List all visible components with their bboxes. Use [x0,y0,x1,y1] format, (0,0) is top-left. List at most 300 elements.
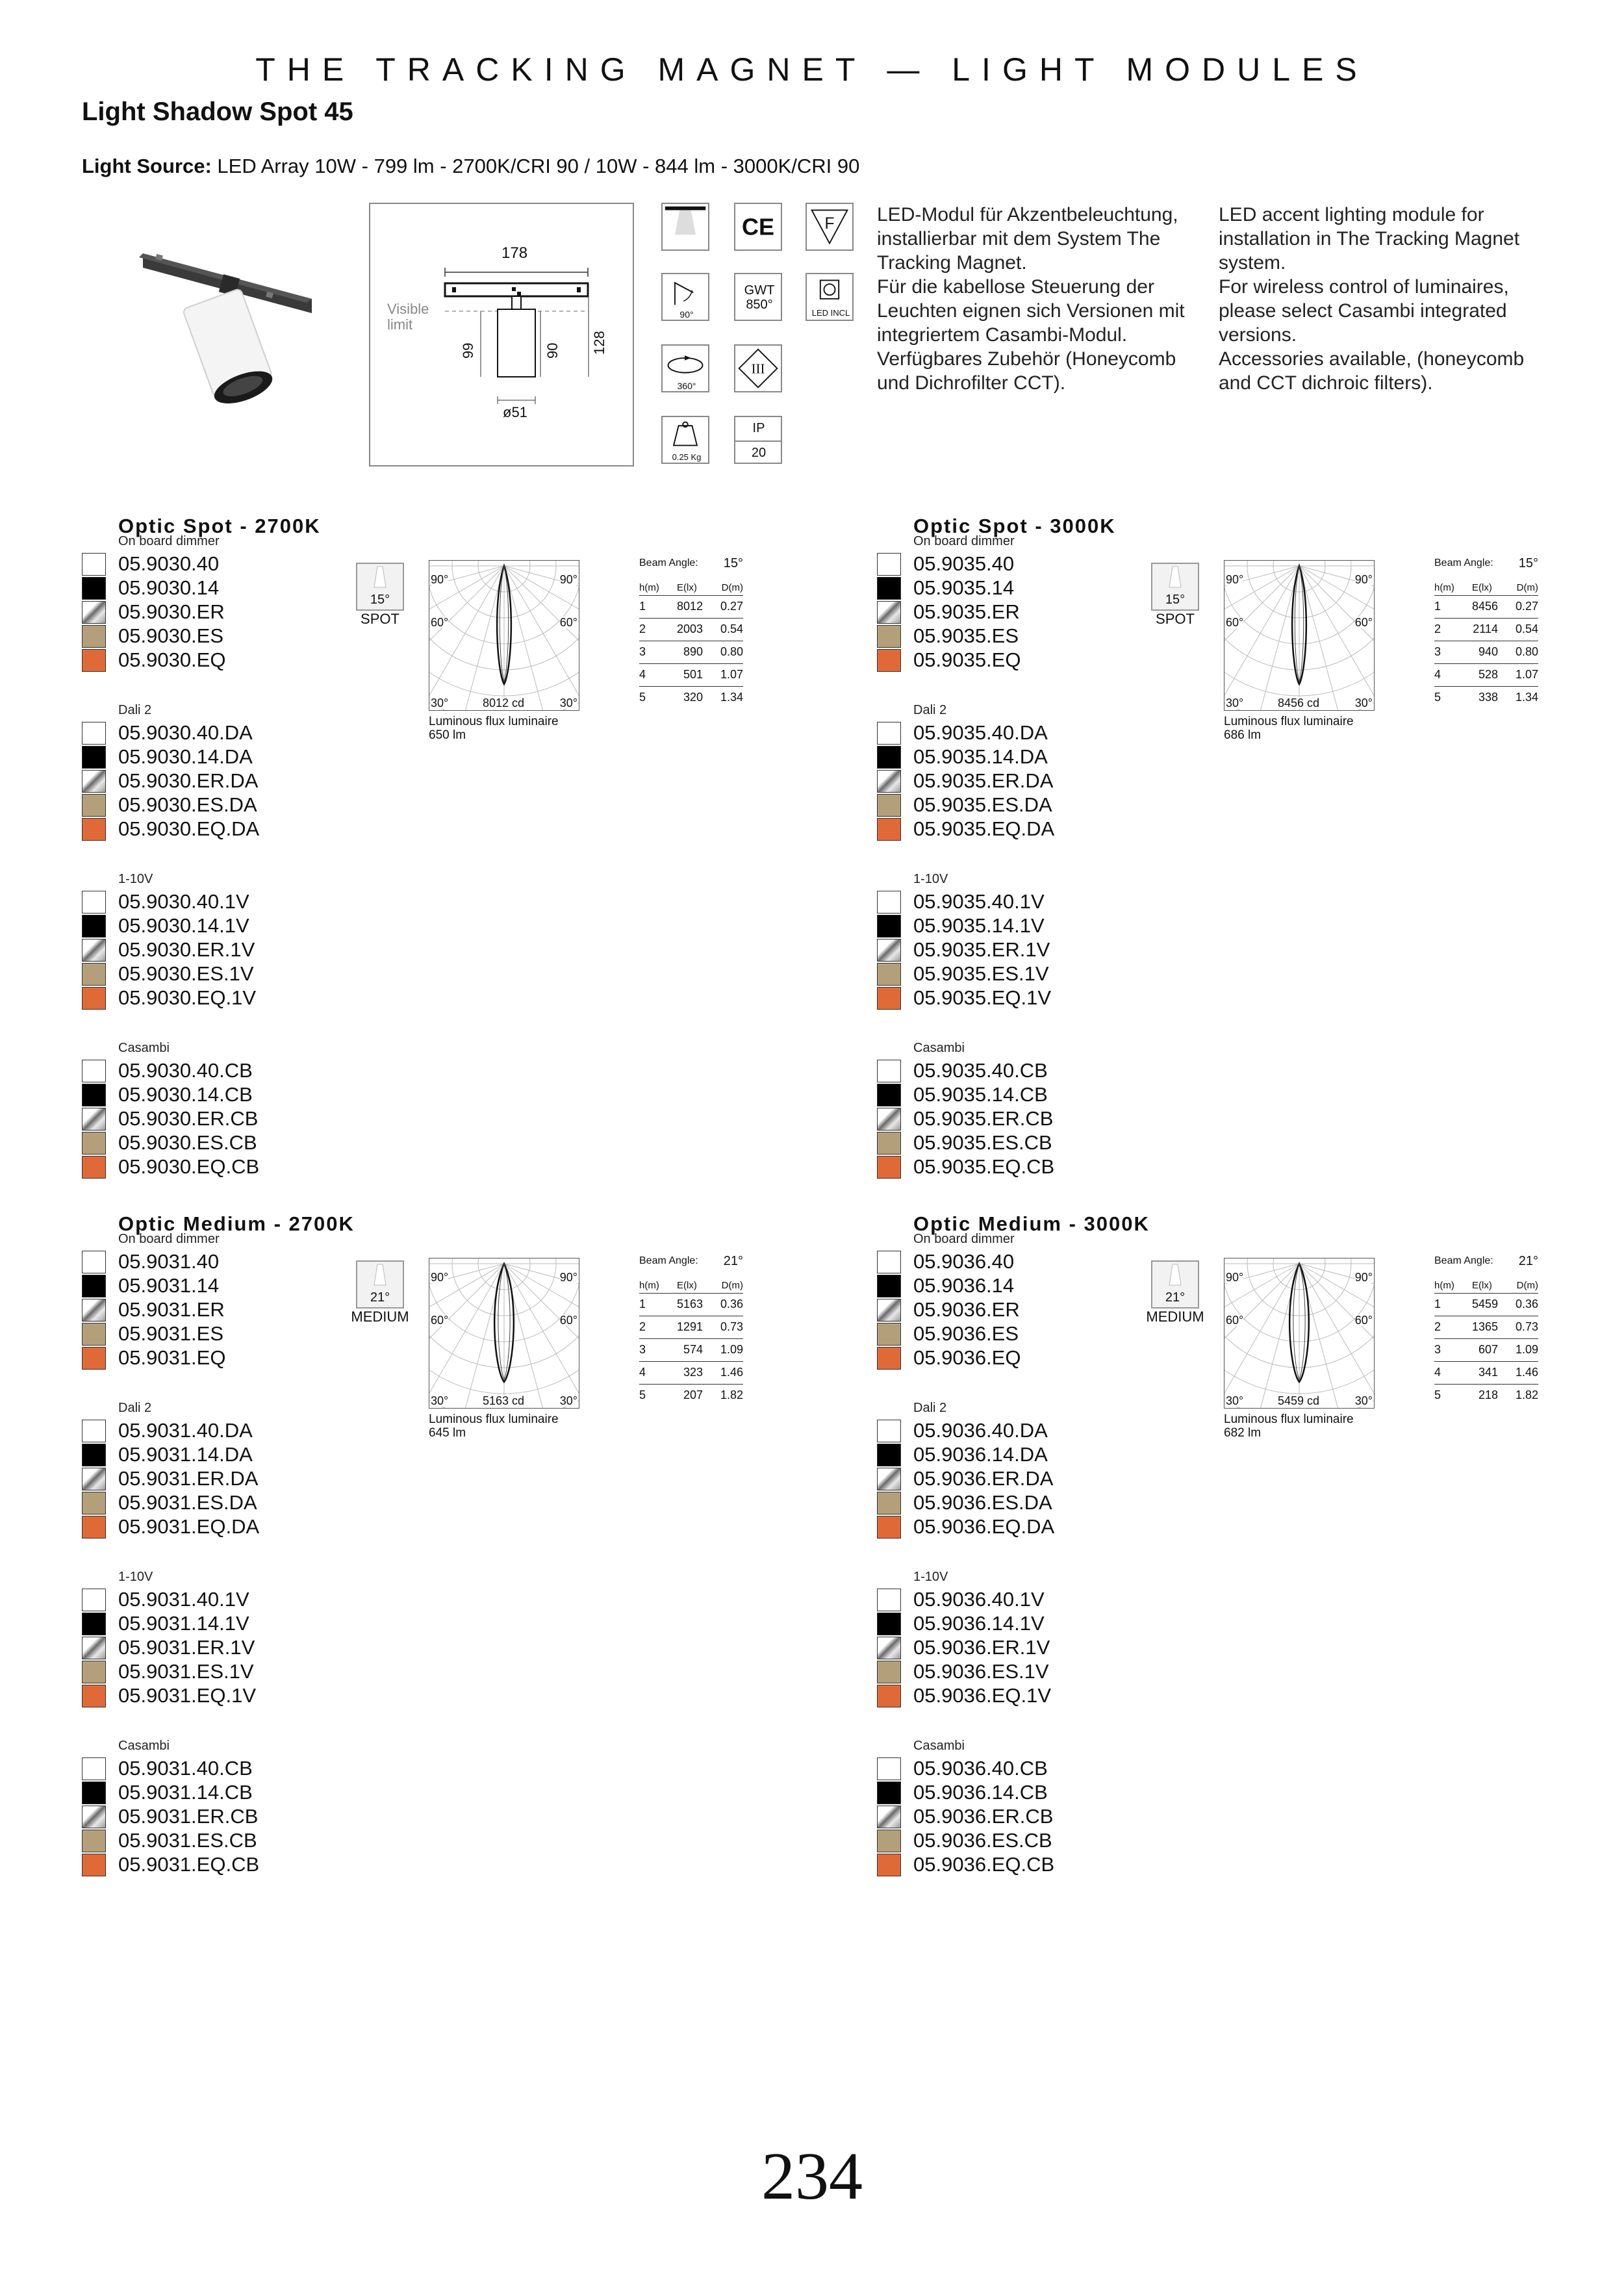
beam-height: 1 [639,600,646,613]
beam-diameter: 0.80 [1515,645,1538,658]
article-code: 05.9036.14.DA [913,1443,1048,1466]
article-code: 05.9030.14.CB [118,1083,253,1106]
control-group-label: Dali 2 [913,703,947,717]
article-code: 05.9030.ER [118,600,225,623]
polar-label-30-right: 30° [1354,1394,1373,1407]
article-code: 05.9031.14.DA [118,1443,253,1466]
beam-height: 1 [639,1297,646,1310]
page-number: 234 [761,2139,863,2214]
color-swatch-000 [877,577,901,600]
color-swatch-fff [877,891,901,913]
article-code: 05.9030.14.DA [118,745,253,768]
color-swatch-fff [82,1251,106,1273]
color-swatch-silver [82,1299,106,1322]
col-header-height: h(m) [1434,1280,1454,1291]
col-header-diameter: D(m) [721,1280,743,1291]
polar-label-30-right: 30° [559,1394,577,1407]
beam-diameter: 0.73 [720,1320,743,1333]
beam-table-row [639,1361,743,1383]
article-code: 05.9030.40.1V [118,890,249,913]
luminous-flux-value: 645 lm [429,1426,466,1440]
beam-angle-value: 21° [1518,1254,1538,1268]
polar-label-60-left: 60° [1226,616,1244,629]
section-optic-medium-3000k [877,1212,1592,1876]
article-code: 05.9035.ER [913,600,1020,623]
control-group-label: Dali 2 [913,1401,947,1415]
polar-label-60-right: 60° [1354,616,1373,629]
drawing-dim-99: 99 [460,342,476,359]
control-group-label: 1-10V [118,1570,153,1584]
description-line: and CCT dichroic filters). [1219,372,1433,394]
article-code: 05.9035.ES.1V [913,962,1049,985]
article-code: 05.9036.ES.CB [913,1829,1052,1852]
polar-label-90-left: 90° [431,573,449,586]
color-swatch-silver [877,1468,901,1490]
color-swatch-champagne [82,1323,106,1346]
color-swatch-silver [877,1637,901,1659]
article-code: 05.9036.ES.1V [913,1660,1049,1683]
beam-table-row [639,595,743,617]
beam-height: 2 [1434,1320,1441,1333]
luminous-flux-caption [1224,715,1354,742]
beam-diameter: 1.82 [1515,1388,1538,1401]
visible-limit-label: Visible limit [387,301,429,333]
beam-angle-value: 15° [723,556,743,570]
article-code: 05.9035.40.CB [913,1059,1048,1082]
article-code: 05.9031.14 [118,1274,220,1297]
beam-illuminance: 323 [683,1366,703,1379]
luminous-flux-label: Luminous flux luminaire [429,715,559,728]
beam-table-row [639,1384,743,1406]
color-swatch-silver [82,1108,106,1131]
color-swatch-fff [82,1420,106,1442]
article-code: 05.9030.40.DA [118,721,253,744]
class-iii-text: III [751,361,765,377]
beam-illuminance: 574 [683,1343,703,1356]
ce-mark-symbol [734,203,782,251]
color-swatch-orange [82,1347,106,1370]
beam-height: 4 [1434,668,1441,681]
spot-light-symbol [661,203,709,251]
color-swatch-silver [877,601,901,624]
control-group-label: Casambi [913,1739,965,1753]
color-swatch-champagne [877,625,901,648]
luminous-flux-caption [429,1412,559,1440]
beam-angle-value: 15° [1518,556,1538,570]
article-code: 05.9036.ES [913,1322,1019,1345]
article-code: 05.9030.EQ.CB [118,1155,260,1178]
beam-height: 5 [1434,691,1441,704]
article-code: 05.9035.EQ.DA [913,817,1055,840]
polar-label-90-left: 90° [1226,1271,1244,1284]
section-title: Optic Spot - 2700K [118,515,321,537]
beam-table-row [1434,1293,1538,1315]
beam-table-row [639,1293,743,1315]
light-source-text: LED Array 10W - 799 lm - 2700K/CRI 90 / 10W - 844 lm - 3000K/CRI 90 [217,155,860,177]
article-code: 05.9035.EQ.CB [913,1155,1055,1178]
article-code: 05.9030.ER.CB [118,1107,259,1130]
beam-illuminance: 218 [1478,1388,1498,1401]
color-swatch-fff [877,1420,901,1442]
color-swatch-silver [82,1806,106,1828]
article-code: 05.9031.40.CB [118,1757,253,1780]
beam-diameter: 1.07 [720,668,743,681]
beam-diameter: 0.80 [720,645,743,658]
color-swatch-champagne [877,794,901,817]
article-code: 05.9031.40 [118,1250,220,1273]
control-group-label: On board dimmer [118,1232,220,1246]
article-code: 05.9030.ES.1V [118,962,254,985]
article-code: 05.9030.EQ [118,648,226,671]
ip-value: 20 [751,446,767,460]
article-code: 05.9035.ES.CB [913,1131,1052,1154]
beam-height: 3 [1434,645,1441,658]
article-code: 05.9036.14.1V [913,1612,1045,1635]
color-swatch-orange [82,1854,106,1876]
drawing-dim-90: 90 [544,342,561,359]
description-line: Verfügbares Zubehör (Honeycomb [877,348,1176,370]
description-line: Leuchten eignen sich Versionen mit [877,300,1185,322]
luminous-flux-label: Luminous flux luminaire [1224,715,1354,728]
beam-angle-label: Beam Angle: [1434,1255,1493,1266]
color-swatch-silver [877,939,901,962]
light-source-line [82,155,859,178]
beam-illuminance: 5163 [676,1297,703,1310]
color-swatch-champagne [82,963,106,986]
beam-type-label: SPOT [1156,611,1195,627]
beam-type-label: MEDIUM [1146,1309,1204,1325]
color-swatch-000 [82,577,106,600]
polar-label-60-left: 60° [431,1314,449,1327]
color-swatch-orange [82,1685,106,1707]
article-code: 05.9031.ER.CB [118,1805,259,1828]
catalog-title: THE TRACKING MAGNET — LIGHT MODULES [255,51,1369,88]
polar-label-30-left: 30° [1226,1394,1244,1407]
article-code: 05.9031.ES.1V [118,1660,254,1683]
article-code: 05.9035.14 [913,576,1015,599]
beam-illuminance: 207 [683,1388,703,1401]
article-code: 05.9036.ES.DA [913,1491,1052,1514]
article-code: 05.9030.14.1V [118,914,249,937]
color-swatch-fff [82,1757,106,1780]
beam-diameter: 0.54 [720,622,743,635]
beam-table-row [1434,595,1538,617]
article-code: 05.9031.EQ.DA [118,1515,260,1538]
light-source-label: Light Source: [82,155,212,177]
control-group-label: Casambi [118,1739,170,1753]
description-line: Tracking Magnet. [877,252,1027,274]
beam-illuminance: 1291 [676,1320,703,1333]
article-code: 05.9031.ER.1V [118,1636,255,1659]
control-group-label: Casambi [118,1041,170,1055]
article-code: 05.9036.EQ.CB [913,1853,1055,1876]
col-header-illuminance: E(lx) [1472,582,1492,593]
polar-label-60-right: 60° [1354,1314,1373,1327]
beam-diameter: 1.07 [1515,668,1538,681]
tilt-90-symbol [661,273,709,321]
description-line: und Dichrofilter CCT). [877,372,1066,394]
control-group-label: 1-10V [913,872,948,886]
beam-illuminance: 2114 [1473,622,1498,635]
color-swatch-fff [877,1589,901,1611]
f-mark-text: F [824,214,835,233]
col-header-illuminance: E(lx) [1472,1280,1492,1291]
beam-height: 2 [639,622,646,635]
beam-table-row [1434,1338,1538,1361]
color-swatch-silver [877,1108,901,1131]
color-swatch-orange [877,818,901,841]
beam-diameter: 0.54 [1515,622,1538,635]
beam-table-row [1434,641,1538,663]
color-swatch-fff [877,1757,901,1780]
color-swatch-silver [82,1468,106,1490]
description-line: For wireless control of luminaires, [1219,276,1509,298]
beam-height: 5 [639,1388,646,1401]
article-code: 05.9031.ER.DA [118,1467,259,1490]
beam-angle-label: Beam Angle: [639,1255,698,1266]
article-code: 05.9031.14.CB [118,1781,253,1804]
color-swatch-silver [82,1637,106,1659]
beam-diameter: 1.46 [1515,1366,1538,1379]
polar-label-90-right: 90° [559,1271,577,1284]
col-header-diameter: D(m) [1516,582,1538,593]
color-swatch-000 [82,746,106,769]
color-swatch-000 [877,1613,901,1635]
color-swatch-000 [877,1444,901,1466]
beam-illuminance: 528 [1478,668,1498,681]
description-line: LED accent lighting module for [1219,204,1484,225]
weight-symbol [661,416,709,464]
polar-label-60-right: 60° [559,1314,577,1327]
article-code: 05.9031.EQ.1V [118,1684,256,1707]
control-group-label: 1-10V [913,1570,948,1584]
beam-table-row [1434,686,1538,708]
article-code: 05.9036.EQ.DA [913,1515,1055,1538]
article-code: 05.9036.40.DA [913,1419,1048,1442]
color-swatch-silver [877,770,901,793]
description-line: Für die kabellose Steuerung der [877,276,1154,298]
article-code: 05.9035.EQ [913,648,1021,671]
color-swatch-champagne [82,1132,106,1155]
article-code: 05.9031.14.1V [118,1612,249,1635]
polar-candela-value: 8456 cd [1278,696,1320,709]
beam-illuminance: 607 [1478,1343,1498,1356]
article-code: 05.9035.40 [913,552,1015,575]
color-swatch-orange [82,1516,106,1539]
beam-table-row [639,641,743,663]
beam-illuminance: 8456 [1471,600,1498,613]
article-code: 05.9036.ER.1V [913,1636,1050,1659]
drawing-dim-128: 128 [591,331,607,355]
polar-label-90-right: 90° [559,573,577,586]
article-code: 05.9035.40.DA [913,721,1048,744]
beam-illuminance: 341 [1478,1366,1498,1379]
color-swatch-000 [877,915,901,938]
beam-diameter: 1.46 [720,1366,743,1379]
article-code: 05.9031.ER [118,1298,225,1321]
control-group-label: Casambi [913,1041,965,1055]
article-code: 05.9035.14.CB [913,1083,1048,1106]
ip-label: IP [752,421,765,435]
led-incl-symbol [806,273,854,321]
beam-diameter: 0.27 [720,600,743,613]
beam-illuminance: 5459 [1471,1297,1498,1310]
color-swatch-fff [82,1589,106,1611]
article-code: 05.9035.ES.DA [913,793,1052,816]
article-code: 05.9030.40 [118,552,220,575]
drawing-width-label: 178 [501,244,528,262]
beam-angle-degrees: 21° [1165,1290,1186,1305]
polar-label-90-right: 90° [1354,1271,1373,1284]
polar-candela-value: 5459 cd [1278,1394,1320,1407]
section-title: Optic Spot - 3000K [913,515,1116,537]
color-swatch-000 [877,1275,901,1297]
gwt-label: GWT [744,283,775,298]
beam-illuminance: 890 [683,645,703,658]
col-header-height: h(m) [639,582,659,593]
beam-table-row [1434,1316,1538,1338]
rotation-360-label: 360° [677,381,696,391]
beam-angle-degrees: 15° [1165,593,1186,607]
article-code: 05.9036.40.CB [913,1757,1048,1780]
article-code: 05.9030.14 [118,576,220,599]
description-line: versions. [1219,324,1297,346]
col-header-height: h(m) [1434,582,1454,593]
beam-diameter: 0.27 [1515,600,1538,613]
article-code: 05.9035.ES [913,624,1019,647]
beam-illuminance: 501 [683,668,703,681]
beam-diameter: 0.36 [720,1297,743,1310]
article-code: 05.9031.EQ [118,1346,226,1369]
color-swatch-silver [877,1806,901,1828]
luminous-flux-label: Luminous flux luminaire [1224,1412,1354,1426]
article-code: 05.9030.ES.CB [118,1131,257,1154]
luminous-flux-value: 650 lm [429,728,466,742]
color-swatch-orange [82,987,106,1010]
color-swatch-fff [877,1251,901,1273]
article-code: 05.9036.EQ [913,1346,1021,1369]
color-swatch-champagne [82,1830,106,1852]
color-swatch-champagne [877,1323,901,1346]
color-swatch-orange [877,1516,901,1539]
product-title: Light Shadow Spot 45 [82,97,353,126]
luminous-flux-value: 682 lm [1224,1426,1262,1440]
color-swatch-champagne [877,1492,901,1514]
rotation-360-symbol [661,344,709,392]
beam-diameter: 1.82 [720,1388,743,1401]
beam-table-row [639,1338,743,1361]
description-line: installierbar mit dem System The [877,228,1161,249]
beam-type-label: SPOT [361,611,400,627]
drawing-diameter-label: ø51 [503,404,527,420]
beam-height: 4 [639,668,646,681]
col-header-diameter: D(m) [1516,1280,1538,1291]
col-header-height: h(m) [639,1280,659,1291]
beam-table-row [639,686,743,708]
polar-label-30-left: 30° [431,696,449,709]
color-swatch-champagne [877,1830,901,1852]
color-swatch-champagne [877,1661,901,1683]
beam-height: 2 [1434,622,1441,635]
polar-diagram [429,1258,579,1409]
article-code: 05.9030.EQ.DA [118,817,260,840]
color-swatch-champagne [877,963,901,986]
beam-height: 5 [639,691,646,704]
color-swatch-champagne [82,625,106,648]
gwt-value: 850° [746,298,773,312]
color-swatch-orange [877,987,901,1010]
beam-illuminance: 320 [683,691,703,704]
control-group-label: 1-10V [118,872,153,886]
color-swatch-orange [877,1347,901,1370]
article-code: 05.9036.ER [913,1298,1020,1321]
technical-drawing [369,203,634,466]
beam-angle-label: Beam Angle: [1434,557,1493,568]
color-swatch-fff [82,722,106,745]
polar-label-30-right: 30° [1354,696,1373,709]
beam-illuminance: 2003 [676,622,703,635]
color-swatch-orange [82,649,106,672]
beam-diameter: 0.36 [1515,1297,1538,1310]
color-swatch-champagne [82,1492,106,1514]
article-code: 05.9036.14.CB [913,1781,1048,1804]
polar-label-60-left: 60° [431,616,449,629]
class-iii-symbol [734,344,782,392]
control-group-label: On board dimmer [118,534,220,548]
article-code: 05.9030.EQ.1V [118,986,256,1009]
article-code: 05.9031.40.DA [118,1419,253,1442]
beam-illuminance: 1365 [1471,1320,1498,1333]
beam-height: 3 [639,645,646,658]
polar-diagram [429,560,579,711]
description-line: Accessories available, (honeycomb [1219,348,1525,370]
ce-mark-text: CE [742,213,774,240]
luminous-flux-value: 686 lm [1224,728,1262,742]
color-swatch-fff [877,553,901,576]
beam-diameter: 1.34 [720,691,743,704]
beam-angle-value: 21° [723,1254,743,1268]
polar-label-30-left: 30° [1226,696,1244,709]
article-code: 05.9035.40.1V [913,890,1045,913]
color-swatch-000 [82,1275,106,1297]
description-line: LED-Modul für Akzentbeleuchtung, [877,204,1178,225]
article-code: 05.9035.14.1V [913,914,1045,937]
col-header-illuminance: E(lx) [677,1280,697,1291]
beam-diameter: 0.73 [1515,1320,1538,1333]
beam-height: 4 [639,1366,646,1379]
color-swatch-fff [877,722,901,745]
beam-diameter: 1.09 [720,1343,743,1356]
color-swatch-fff [82,1060,106,1082]
color-swatch-000 [877,1782,901,1804]
polar-candela-value: 8012 cd [483,696,525,709]
description-german [877,203,1215,395]
color-swatch-000 [82,1444,106,1466]
beam-height: 4 [1434,1366,1441,1379]
article-code: 05.9036.40.1V [913,1588,1045,1611]
color-swatch-silver [82,939,106,962]
weight-label: 0.25 Kg [672,452,702,462]
article-code: 05.9030.ER.1V [118,938,255,961]
beam-diameter: 1.34 [1515,691,1538,704]
col-header-illuminance: E(lx) [677,582,697,593]
color-swatch-fff [877,1060,901,1082]
color-swatch-champagne [82,1661,106,1683]
led-incl-label: LED INCL [811,308,850,318]
color-swatch-000 [82,1084,106,1106]
color-swatch-silver [82,770,106,793]
color-swatch-000 [877,746,901,769]
